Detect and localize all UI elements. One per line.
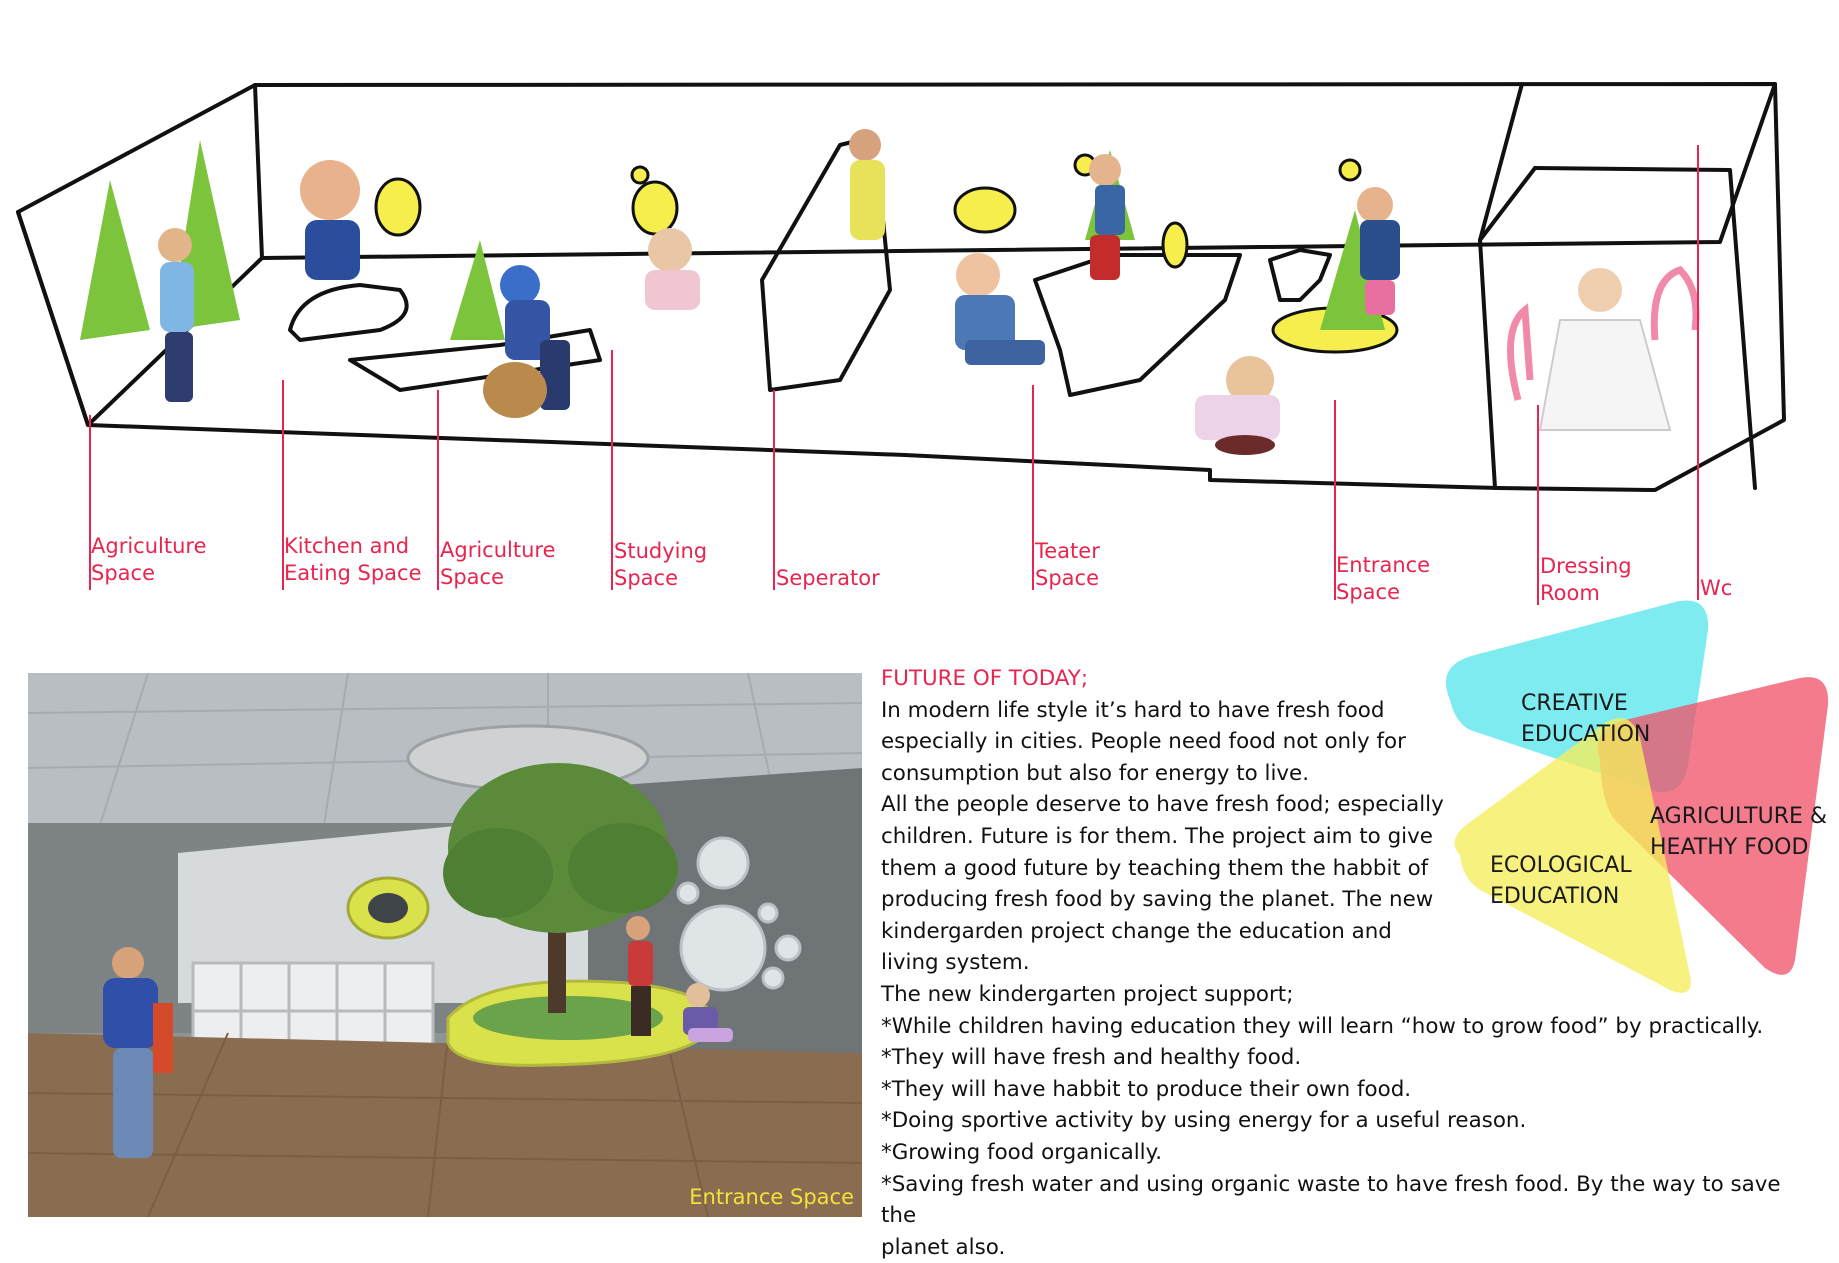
description-line: *Doing sportive activity by using energy for a useful reason. — [881, 1108, 1527, 1134]
label-wc: Wc — [1700, 576, 1733, 600]
child-figure-1 — [158, 228, 194, 402]
description-line: living system. — [881, 950, 1030, 976]
label-dressing-room: Dressing Room — [1540, 554, 1632, 605]
child-figure-3 — [483, 265, 570, 418]
description-line: children. Future is for them. The project aim to give — [881, 823, 1433, 849]
description-line: All the people deserve to have fresh food; especially — [881, 792, 1444, 818]
description-line: producing fresh food by saving the planet. The new — [881, 887, 1434, 913]
child-figure-4 — [645, 228, 700, 310]
label-entrance-space: Entrance Space — [1336, 553, 1431, 604]
label-studying-space: Studying Space — [614, 539, 708, 590]
label-agriculture-space-2: Agriculture Space — [440, 538, 556, 589]
description-line: especially in cities. People need food not only for — [881, 729, 1406, 755]
description-line: The new kindergarten project support; — [881, 981, 1294, 1007]
label-agriculture-space-1: Agriculture Space — [91, 534, 207, 585]
label-teater-space: Teater Space — [1035, 539, 1100, 590]
entrance-space-render — [28, 673, 862, 1217]
description-line: planet also. — [881, 1234, 1006, 1260]
description-line: *Growing food organically. — [881, 1139, 1162, 1165]
child-figure-2 — [300, 160, 360, 280]
child-figure-5 — [849, 129, 885, 240]
child-figure-10 — [1540, 268, 1670, 430]
description-line: In modern life style it’s hard to have fresh food — [881, 697, 1385, 723]
venn-label-ecological: ECOLOGICAL EDUCATION — [1490, 853, 1632, 909]
description-heading: FUTURE OF TODAY; — [881, 666, 1089, 691]
venn-diagram — [1430, 590, 1839, 1005]
render-caption: Entrance Space — [689, 1185, 854, 1209]
description-line: *While children having education they will learn “how to grow food” by practically. — [881, 1013, 1764, 1039]
description-line: *Saving fresh water and using organic waste to have fresh food. By the way to save the — [881, 1171, 1781, 1229]
dressing-room-outline — [1480, 84, 1522, 488]
description-line: *They will have fresh and healthy food. — [881, 1045, 1302, 1071]
render-illustration — [28, 673, 862, 1217]
child-figure-6 — [955, 253, 1045, 365]
description-line: kindergarden project change the education and — [881, 918, 1392, 944]
venn-label-agriculture: AGRICULTURE & HEATHY FOOD — [1650, 804, 1828, 860]
venn-label-creative: CREATIVE EDUCATION — [1521, 691, 1651, 747]
description-line: consumption but also for energy to live. — [881, 760, 1310, 786]
label-seperator: Seperator — [776, 566, 880, 590]
child-figure-8 — [1195, 356, 1280, 455]
plan-back-wall — [255, 84, 1775, 258]
description-line: *They will have habbit to produce their own food. — [881, 1076, 1412, 1102]
label-kitchen-eating-space: Kitchen and Eating Space — [284, 534, 422, 585]
description-line: them a good future by teaching them the habbit of — [881, 855, 1429, 881]
